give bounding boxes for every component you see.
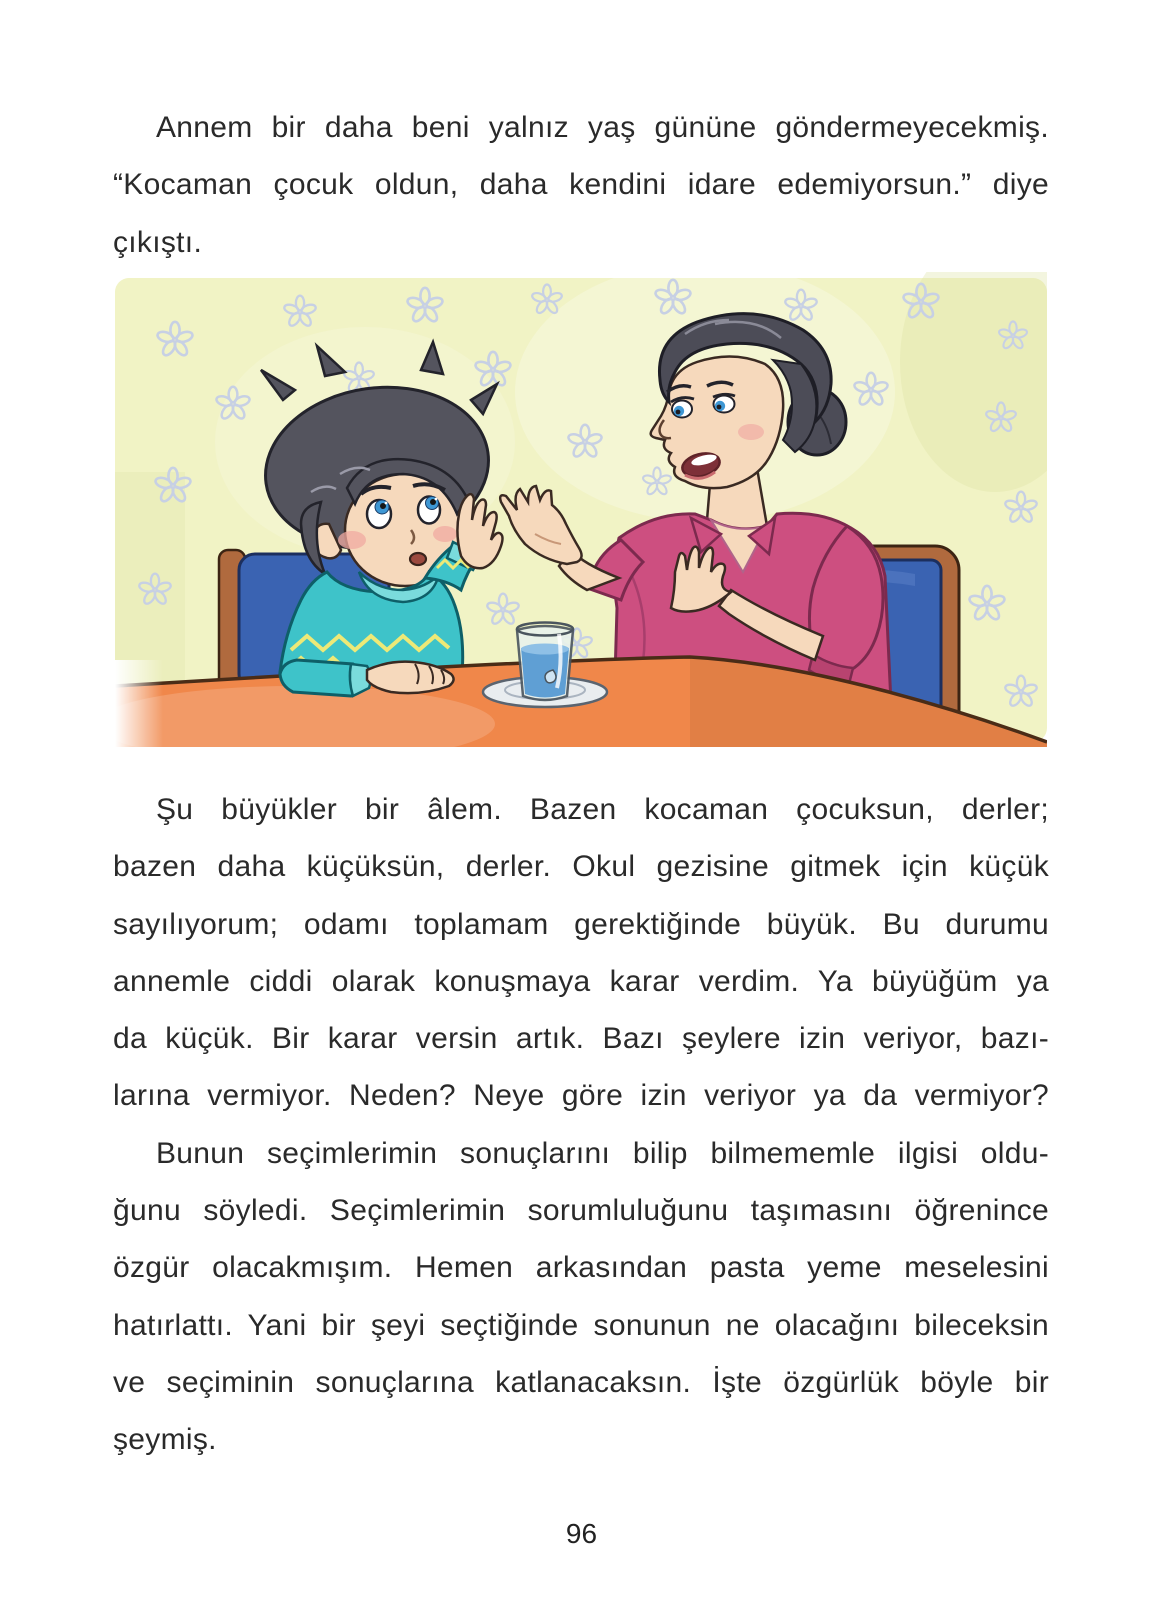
text-line: annemle ciddi olarak konuşmaya karar verdim. Ya büyüğüm ya (113, 964, 1049, 998)
blush (738, 424, 764, 440)
text-line: da küçük. Bir karar versin artık. Bazı şeylere izin veriyor, bazı- (113, 1022, 1049, 1056)
edge-fade (115, 660, 163, 747)
blush (433, 526, 457, 542)
text-line: sayılıyorum; odamı toplamam gerektiğinde büyük. Bu durumu (113, 907, 1049, 941)
pupil (717, 405, 722, 410)
text-line: Annem bir daha beni yalnız yaş gününe göndermeyecekmiş. (156, 111, 1049, 144)
text-line: hatırlattı. Yani bir şeyi seçtiğinde sonunun ne olacağını bileceksin (113, 1308, 1049, 1342)
text-line: bazen daha küçüksün, derler. Okul gezisine gitmek için küçük (113, 850, 1049, 884)
text-line: özgür olacakmışım. Hemen arkasından pasta yeme meselesini (113, 1251, 1049, 1285)
text-line: çıkıştı. (113, 225, 203, 259)
text-line: Bunun seçimlerimin sonuçlarını bilip bilmememle ilgisi oldu- (156, 1136, 1049, 1170)
sleeve (280, 660, 359, 696)
blush (338, 531, 366, 549)
text-line: Şu büyükler bir âlem. Bazen kocaman çocuksun, derler; (156, 793, 1049, 826)
eye-glint (435, 498, 438, 501)
paragraph-1 (113, 99, 1049, 271)
text-line: ve seçiminin sonuçlarına katlanacaksın. İşte özgürlük böyle bir (113, 1365, 1049, 1399)
pupil (676, 410, 681, 415)
eye-glint (385, 502, 388, 505)
text-line: larına vermiyor. Neden? Neye göre izin veriyor ya da vermiyor? (113, 1079, 1049, 1113)
illustration-mother-and-son (115, 272, 1047, 747)
page-number: 96 (565, 1518, 598, 1549)
text-line: “Kocaman çocuk oldun, daha kendini idare edemiyorsun.” diye (113, 168, 1049, 202)
paragraph-2-and-3 (113, 781, 1049, 1469)
mouth (410, 553, 426, 565)
text-line: ğunu söyledi. Seçimlerimin sorumluluğunu taşımasını öğrenince (113, 1194, 1049, 1228)
text-line: şeymiş. (113, 1423, 217, 1457)
